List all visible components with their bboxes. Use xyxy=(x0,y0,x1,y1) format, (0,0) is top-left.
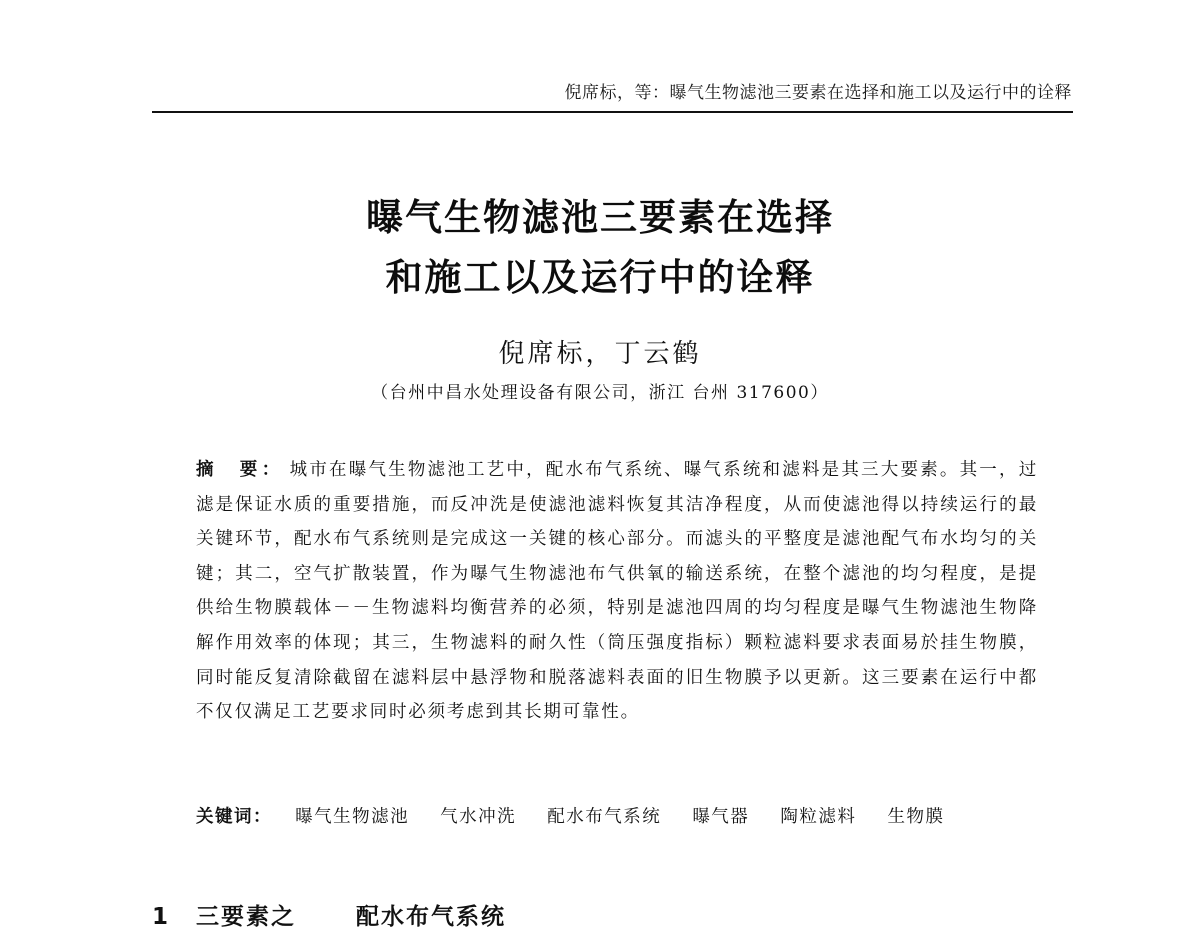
section-heading xyxy=(152,898,506,931)
keyword: 曝气生物滤池 xyxy=(295,807,410,827)
abstract xyxy=(196,453,1038,730)
keywords-label: 关键词： xyxy=(196,807,272,827)
keyword: 配水布气系统 xyxy=(547,807,662,827)
section-subtitle: 配水布气系统 xyxy=(356,904,507,930)
section-title: 三要素之 xyxy=(196,904,297,930)
authors: 倪席标，丁云鹤 xyxy=(498,339,702,369)
keyword: 陶粒滤料 xyxy=(780,807,857,827)
affiliation: （台州中昌水处理设备有限公司，浙江 台州 317600） xyxy=(371,383,829,403)
abstract-label: 摘 要： xyxy=(196,460,284,480)
keyword: 气水冲洗 xyxy=(440,807,517,827)
keywords xyxy=(196,803,968,828)
header-rule xyxy=(152,111,1073,113)
title-line-2: 和施工以及运行中的诠释 xyxy=(385,256,815,299)
abstract-text: 城市在曝气生物滤池工艺中，配水布气系统、曝气系统和滤料是其三大要素。其一，过滤是保证水质的重要措施，而反冲洗是使滤池滤料恢复其洁净程度，从而使滤池得以持续运行的最关键环节，配水布气系统则是完成这一关键的核心部分。而滤头的平整度是滤池配气布水均匀的关键；其二，空气扩散装置，作为曝气生物滤池布气供氧的输送系统，在整个滤池的均匀程度，是提供给生物膜载体－－生物滤料均衡营养的必须，特别是滤池四周的均匀程度是曝气生物滤池生物降解作用效率的体现；其三，生物滤料的耐久性（筒压强度指标）颗粒滤料要求表面易於挂生物膜，同时能反复清除截留在滤料层中悬浮物和脱落滤料表面的旧生物膜予以更新。这三要素在运行中都不仅仅满足工艺要求同时必须考虑到其长期可靠性。 xyxy=(196,460,1038,723)
title-line-1: 曝气生物滤池三要素在选择 xyxy=(366,196,834,239)
keyword: 曝气器 xyxy=(692,807,750,827)
paper-title xyxy=(0,188,1200,308)
section-number: 1 xyxy=(152,904,171,930)
running-header: 倪席标，等：曝气生物滤池三要素在选择和施工以及运行中的诠释 xyxy=(564,83,1072,103)
keyword: 生物膜 xyxy=(887,807,945,827)
